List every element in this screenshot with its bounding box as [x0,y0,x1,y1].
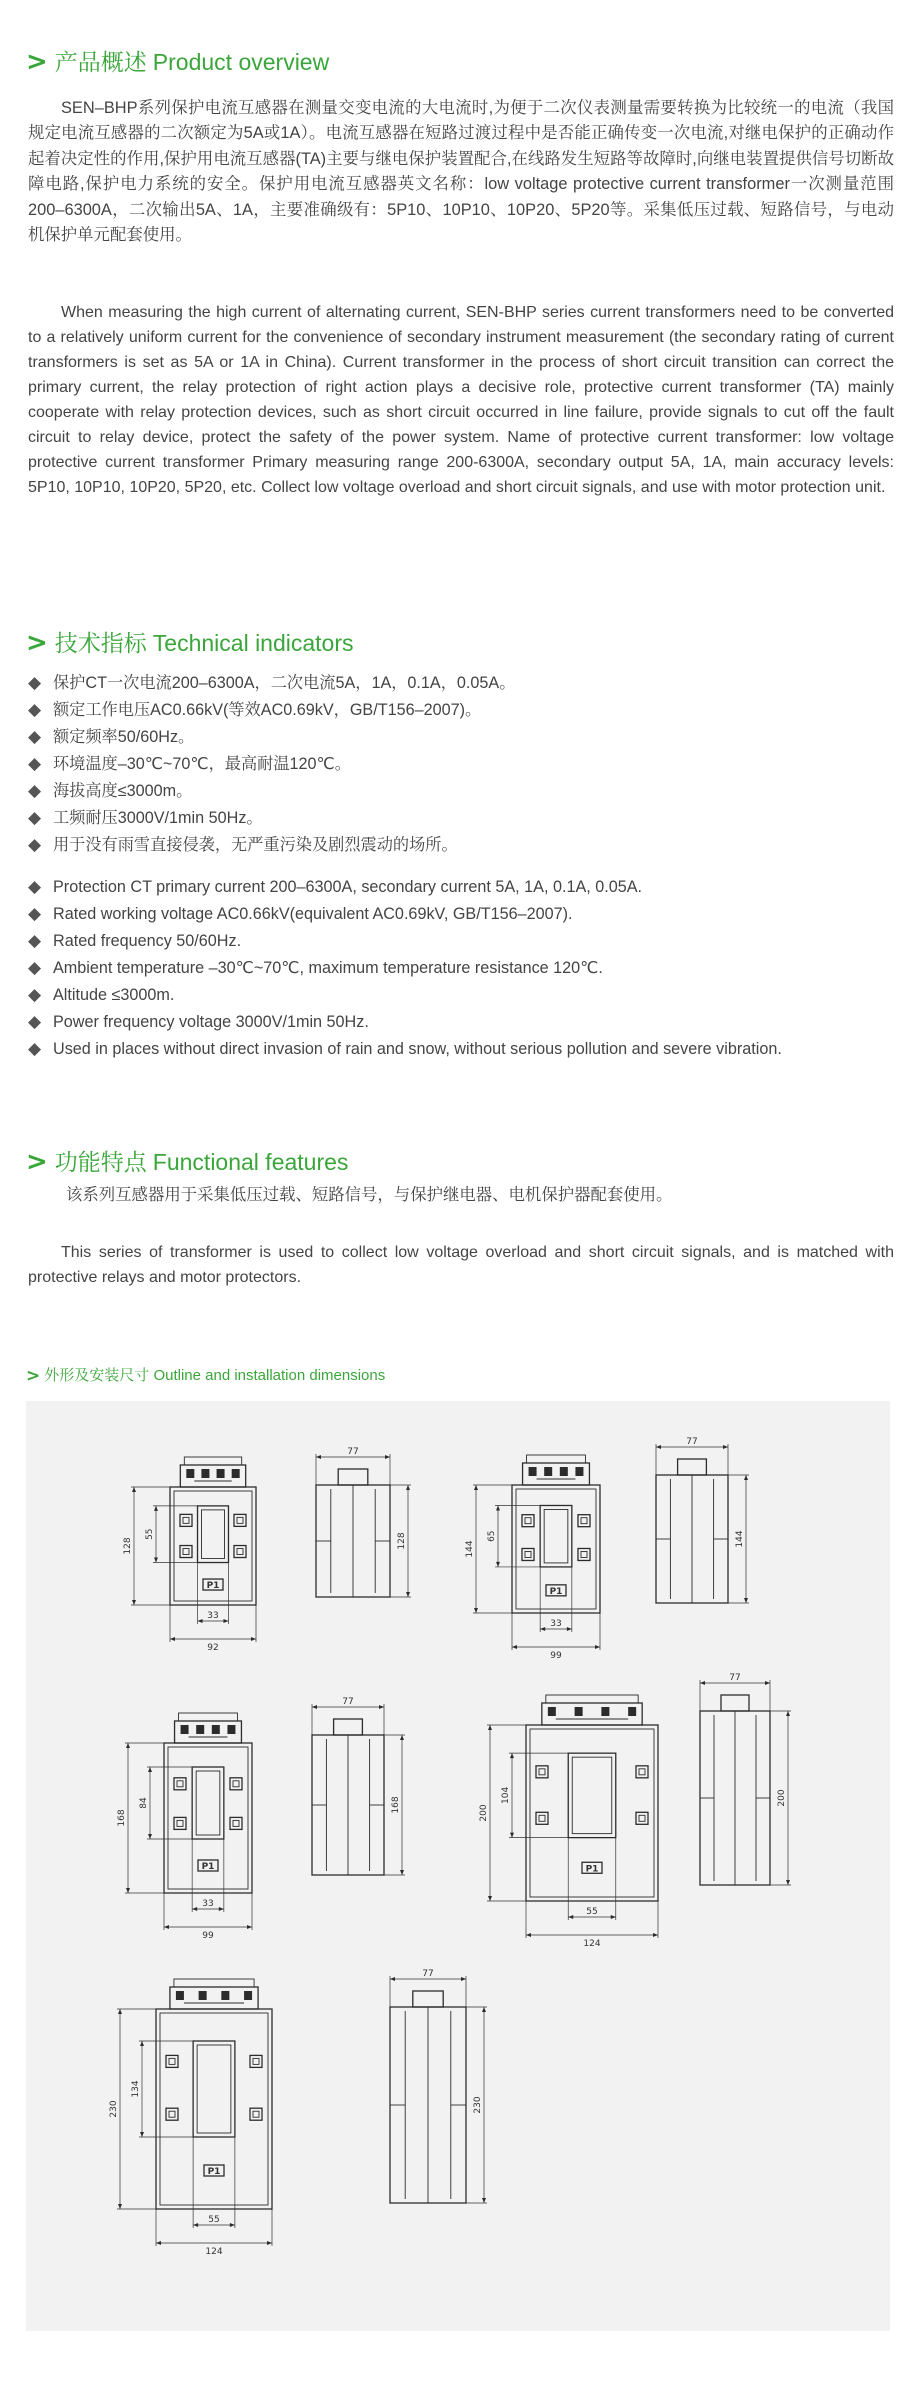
terminal-screw [221,1991,229,2000]
arrow-head [118,2204,122,2209]
p1-label: P1 [549,1586,563,1597]
dimension-label: 99 [202,1931,214,1941]
diamond-bullet-icon: ◆ [28,958,42,978]
mounting-clip [174,1817,186,1829]
primary-window [540,1505,572,1566]
mounting-clip [522,1548,534,1560]
terminal-screw [560,1467,568,1476]
dimension-label: 77 [729,1673,741,1683]
body-outline [526,1725,658,1901]
diamond-bullet-icon: ◆ [28,700,42,720]
arrow-head [744,1598,748,1603]
mounting-clip-hole [237,1549,243,1555]
arrow-head [132,1487,136,1492]
arrow-head [400,1735,404,1740]
list-item: ◆ Rated working voltage AC0.66kV(equivalent AC0.69kV, GB/T156–2007). [28,901,908,928]
dimension-label: 168 [391,1796,401,1814]
outline-heading-en: Outline and installation dimensions [153,1367,386,1384]
list-item: ◆ Protection CT primary current 200–6300A, secondary current 5A, 1A, 0.1A, 0.05A. [28,874,908,901]
technical-heading-en: Technical indicators [152,630,354,656]
terminal-screw [244,1991,252,2000]
mounting-clip-hole [639,1815,645,1821]
list-item: ◆ 额定频率50/60Hz。 [28,724,908,751]
list-item: ◆ Ambient temperature –30℃~70℃, maximum temperature resistance 120℃. [28,955,908,982]
terminal-screw [201,1469,209,1478]
terminal-screw [628,1707,636,1716]
mounting-clip-hole [233,1781,239,1787]
diamond-bullet-icon: ◆ [28,904,42,924]
side-view-1 [316,1447,411,1597]
dimension-label: 33 [550,1619,562,1629]
mounting-clip-hole [177,1781,183,1787]
dimension-label: 104 [501,1786,511,1804]
mounting-clip [636,1766,648,1778]
terminal-screw [199,1991,207,2000]
diamond-bullet-icon: ◆ [28,808,42,828]
dimension-label: 99 [550,1651,562,1661]
front-view-1 [123,1457,256,1653]
arrow-head [230,2223,235,2227]
mounting-clip [250,2055,262,2067]
mounting-clip [180,1514,192,1526]
arrow-head [488,1896,492,1901]
arrow-head [164,1925,169,1929]
functional-heading [26,1148,348,1176]
terminal-screw [575,1467,583,1476]
front-view-5 [109,1979,272,2257]
diamond-bullet-icon: ◆ [28,1012,42,1032]
terminal-screw [181,1725,189,1734]
mounting-clip-hole [183,1549,189,1555]
side-view-5 [390,1969,487,2203]
arrow-head [316,1455,321,1459]
primary-window [198,1506,229,1563]
list-item: ◆ Used in places without direct invasion of rain and snow, without serious pollution and severe vibration. [28,1036,908,1063]
arrow-head [192,1907,197,1911]
mounting-clip [166,2055,178,2067]
terminal-screw [601,1707,609,1716]
arrow-head [156,2241,161,2245]
arrow-head [474,1608,478,1613]
dimension-label: 92 [207,1643,219,1653]
arrow-head [496,1505,500,1510]
mounting-clip-hole [169,2111,175,2117]
functional-paragraph-zh: 该系列互感器用于采集低压过载、短路信号，与保护继电器、电机保护器配套使用。 [66,1186,673,1204]
mounting-clip-hole [237,1517,243,1523]
arrow-head [653,1933,658,1937]
terminal-block-side [334,1719,363,1735]
arrow-head [132,1600,136,1605]
arrow-head [312,1705,317,1709]
mounting-clip-hole [177,1820,183,1826]
arrow-head [567,1627,572,1631]
arrow-head [390,1977,395,1981]
technical-list-en [28,874,908,1063]
mounting-clip [522,1515,534,1527]
outline-drawings [26,1401,890,2331]
dimension-label: 55 [145,1528,155,1540]
mounting-clip [536,1766,548,1778]
arrow-head [140,2132,144,2137]
arrow-head [526,1933,531,1937]
functional-heading-zh: 功能特点 [54,1149,147,1175]
mounting-clip-hole [183,1517,189,1523]
primary-window-inner [544,1509,568,1562]
arrow-head [251,1637,256,1641]
mounting-clip [234,1546,246,1558]
arrow-head [126,1743,130,1748]
technical-list-zh [28,670,908,859]
dimension-label: 200 [777,1789,787,1807]
chevron-right-icon: > [26,628,48,658]
list-item: ◆ 额定工作电压AC0.66kV(等效AC0.69kV，GB/T156–2007)。 [28,697,908,724]
list-item: ◆ 用于没有雨雪直接侵袭，无严重污染及剧烈震动的场所。 [28,832,908,859]
mounting-clip-hole [253,2111,259,2117]
dimension-label: 77 [686,1437,698,1447]
arrow-head [400,1870,404,1875]
dimension-label: 230 [473,2096,483,2114]
terminal-screw [529,1467,537,1476]
dimension-label: 33 [207,1611,219,1621]
dimension-label: 124 [583,1939,601,1949]
arrow-head [406,1592,410,1597]
primary-window [193,2041,235,2137]
chevron-right-icon: > [26,1147,48,1177]
list-item: ◆ 工频耐压3000V/1min 50Hz。 [28,805,908,832]
functional-heading-en: Functional features [152,1149,349,1175]
terminal-screw [196,1725,204,1734]
primary-window-inner [197,2045,231,2133]
arrow-head [656,1445,661,1449]
arrow-head [219,1907,224,1911]
dimension-label: 84 [139,1797,149,1809]
primary-window-inner [196,1771,220,1835]
mounting-clip-hole [639,1769,645,1775]
arrow-head [193,2223,198,2227]
dimension-label: 65 [487,1530,497,1542]
arrow-head [406,1485,410,1490]
p1-label: P1 [206,1581,220,1592]
dimension-label: 144 [735,1530,745,1548]
mounting-clip [578,1548,590,1560]
terminal-screw [544,1467,552,1476]
outline-drawing-panel [26,1401,890,2331]
diamond-bullet-icon: ◆ [28,985,42,1005]
dimension-label: 33 [202,1899,214,1909]
technical-heading-zh: 技术指标 [54,630,147,656]
arrow-head [198,1619,203,1623]
mounting-clip [636,1812,648,1824]
dimension-label: 128 [123,1537,133,1555]
p1-label: P1 [201,1862,215,1872]
overview-heading [26,48,329,76]
primary-window-inner [572,1757,612,1833]
outline-heading [26,1366,385,1386]
diamond-bullet-icon: ◆ [28,673,42,693]
diamond-bullet-icon: ◆ [28,727,42,747]
dimension-label: 124 [205,2247,223,2257]
chevron-right-icon: > [26,1366,41,1386]
arrow-head [385,1455,390,1459]
mounting-clip [536,1812,548,1824]
mounting-clip [230,1817,242,1829]
terminal-screw [227,1725,235,1734]
overview-heading-zh: 产品概述 [54,49,147,75]
arrow-head [126,1888,130,1893]
mounting-clip-hole [539,1769,545,1775]
arrow-head [247,1925,252,1929]
terminal-screw [217,1469,225,1478]
list-item: ◆ 保护CT一次电流200–6300A，二次电流5A，1A，0.1A，0.05A。 [28,670,908,697]
terminal-screw [176,1991,184,2000]
arrow-head [496,1562,500,1567]
technical-heading [26,629,354,657]
terminal-block-side [413,1991,443,2007]
dimension-label: 55 [208,2215,220,2225]
arrow-head [744,1475,748,1480]
terminal-cover [546,1695,638,1703]
arrow-head [510,1833,514,1838]
terminal-screw [232,1469,240,1478]
front-view-4 [479,1695,658,1949]
diamond-bullet-icon: ◆ [28,835,42,855]
primary-window-inner [202,1510,225,1559]
overview-paragraph-en: When measuring the high current of alternating current, SEN-BHP series current transformers need to be converted to a relatively uniform current for the convenience of secondary instrument measurement (the secondary rating of current transformers is set as 5A or 1A in China). Current transformer in the process of short circuit transition can correct the primary current, the relay protection of right action plays a decisive role, protective current transformer (TA) mainly cooperate with relay protection devices, such as short circuit occurred in line failure, provide signals to cut off the fault circuit to relay device, protect the safety of the power system. Name of protective current transformer: low voltage protective current transformer Primary measuring range 200-6300A, secondary output 5A, 1A, main accuracy levels: 5P10, 10P10, 10P20, 5P20, etc. Collect low voltage overload and short circuit signals, and use with motor protection unit. [28,304,894,496]
arrow-head [765,1681,770,1685]
diamond-bullet-icon: ◆ [28,1039,42,1059]
mounting-clip-hole [169,2058,175,2064]
dimension-label: 55 [586,1907,598,1917]
list-item: ◆ 海拔高度≤3000m。 [28,778,908,805]
terminal-block-side [678,1459,707,1475]
arrow-head [482,2007,486,2012]
dimension-label: 128 [397,1532,407,1550]
p1-label: P1 [207,2167,221,2177]
mounting-clip-hole [539,1815,545,1821]
terminal-block-side [721,1695,749,1711]
mounting-clip [180,1546,192,1558]
arrow-head [474,1485,478,1490]
terminal-screw [575,1707,583,1716]
list-item: ◆ Rated frequency 50/60Hz. [28,928,908,955]
diamond-bullet-icon: ◆ [28,754,42,774]
terminal-block [542,1703,642,1725]
terminal-cover [184,1457,241,1465]
arrow-head [786,1880,790,1885]
list-item: ◆ Power frequency voltage 3000V/1min 50Hz. [28,1009,908,1036]
diamond-bullet-icon: ◆ [28,781,42,801]
terminal-screw [186,1469,194,1478]
arrow-head [461,1977,466,1981]
arrow-head [379,1705,384,1709]
functional-paragraph-en: This series of transformer is used to collect low voltage overload and short circuit signals, and is matched with protective relays and motor protectors. [28,1244,894,1286]
arrow-head [482,2198,486,2203]
dimension-label: 144 [465,1540,475,1558]
arrow-head [154,1506,158,1511]
arrow-head [568,1915,573,1919]
arrow-head [267,2241,272,2245]
arrow-head [700,1681,705,1685]
arrow-head [510,1753,514,1758]
mounting-clip [166,2108,178,2120]
body-outline [156,2009,272,2209]
list-item: ◆ 环境温度–30℃~70℃，最高耐温120℃。 [28,751,908,778]
diamond-bullet-icon: ◆ [28,877,42,897]
dimension-label: 168 [117,1809,127,1827]
dimension-label: 230 [109,2100,119,2118]
mounting-clip-hole [581,1551,587,1557]
mounting-clip-hole [581,1518,587,1524]
primary-window [192,1767,224,1839]
arrow-head [223,1619,228,1623]
side-view-2 [656,1437,749,1603]
terminal-block-side [338,1469,368,1485]
mounting-clip [174,1778,186,1790]
primary-window [568,1753,616,1837]
dimension-label: 77 [422,1969,434,1979]
overview-paragraph-zh: SEN–BHP系列保护电流互感器在测量交变电流的大电流时,为便于二次仪表测量需要转换为比较统一的电流（我国规定电流互感器的二次额定为5A或1A）。电流互感器在短路过渡过程中是否能正确传变一次电流,对继电保护的正确动作起着决定性的作用,保护用电流互感器(TA)主要与继电保护装置配合,在线路发生短路等故障时,向继电装置提供信号切断故障电路,保护电力系统的安全。保护用电流互感器英文名称：low voltage protective current transformer一次测量范围200–6300A，二次输出5A、1A，主要准确级有：5P10、10P10、10P20、5P20等。采集低压过载、短路信号，与电动机保护单元配套使用。 [28,99,894,245]
dimension-label: 200 [479,1804,489,1822]
terminal-cover [527,1455,586,1463]
arrow-head [488,1725,492,1730]
list-item: ◆ Altitude ≤3000m. [28,982,908,1009]
arrow-head [140,2041,144,2046]
outline-heading-zh: 外形及安装尺寸 [44,1367,150,1384]
front-view-3 [117,1713,252,1941]
mounting-clip [230,1778,242,1790]
arrow-head [170,1637,175,1641]
side-view-3 [312,1697,405,1875]
side-view-4 [700,1673,791,1885]
diamond-bullet-icon: ◆ [28,931,42,951]
mounting-clip-hole [233,1820,239,1826]
overview-heading-en: Product overview [152,49,330,75]
dimension-label: 77 [342,1697,354,1707]
arrow-head [786,1711,790,1716]
terminal-screw [548,1707,556,1716]
terminal-cover [179,1713,238,1721]
terminal-screw [212,1725,220,1734]
arrow-head [118,2009,122,2014]
arrow-head [595,1645,600,1649]
dimension-label: 134 [131,2080,141,2098]
p1-label: P1 [585,1864,599,1875]
mounting-clip-hole [525,1518,531,1524]
mounting-clip-hole [253,2058,259,2064]
mounting-clip [578,1515,590,1527]
mounting-clip [234,1514,246,1526]
dimension-label: 77 [347,1447,359,1457]
chevron-right-icon: > [26,47,48,77]
mounting-clip [250,2108,262,2120]
front-view-2 [465,1455,600,1661]
terminal-cover [174,1979,254,1987]
mounting-clip-hole [525,1551,531,1557]
arrow-head [512,1645,517,1649]
arrow-head [148,1767,152,1772]
arrow-head [540,1627,545,1631]
arrow-head [723,1445,728,1449]
arrow-head [148,1834,152,1839]
arrow-head [611,1915,616,1919]
arrow-head [154,1558,158,1563]
